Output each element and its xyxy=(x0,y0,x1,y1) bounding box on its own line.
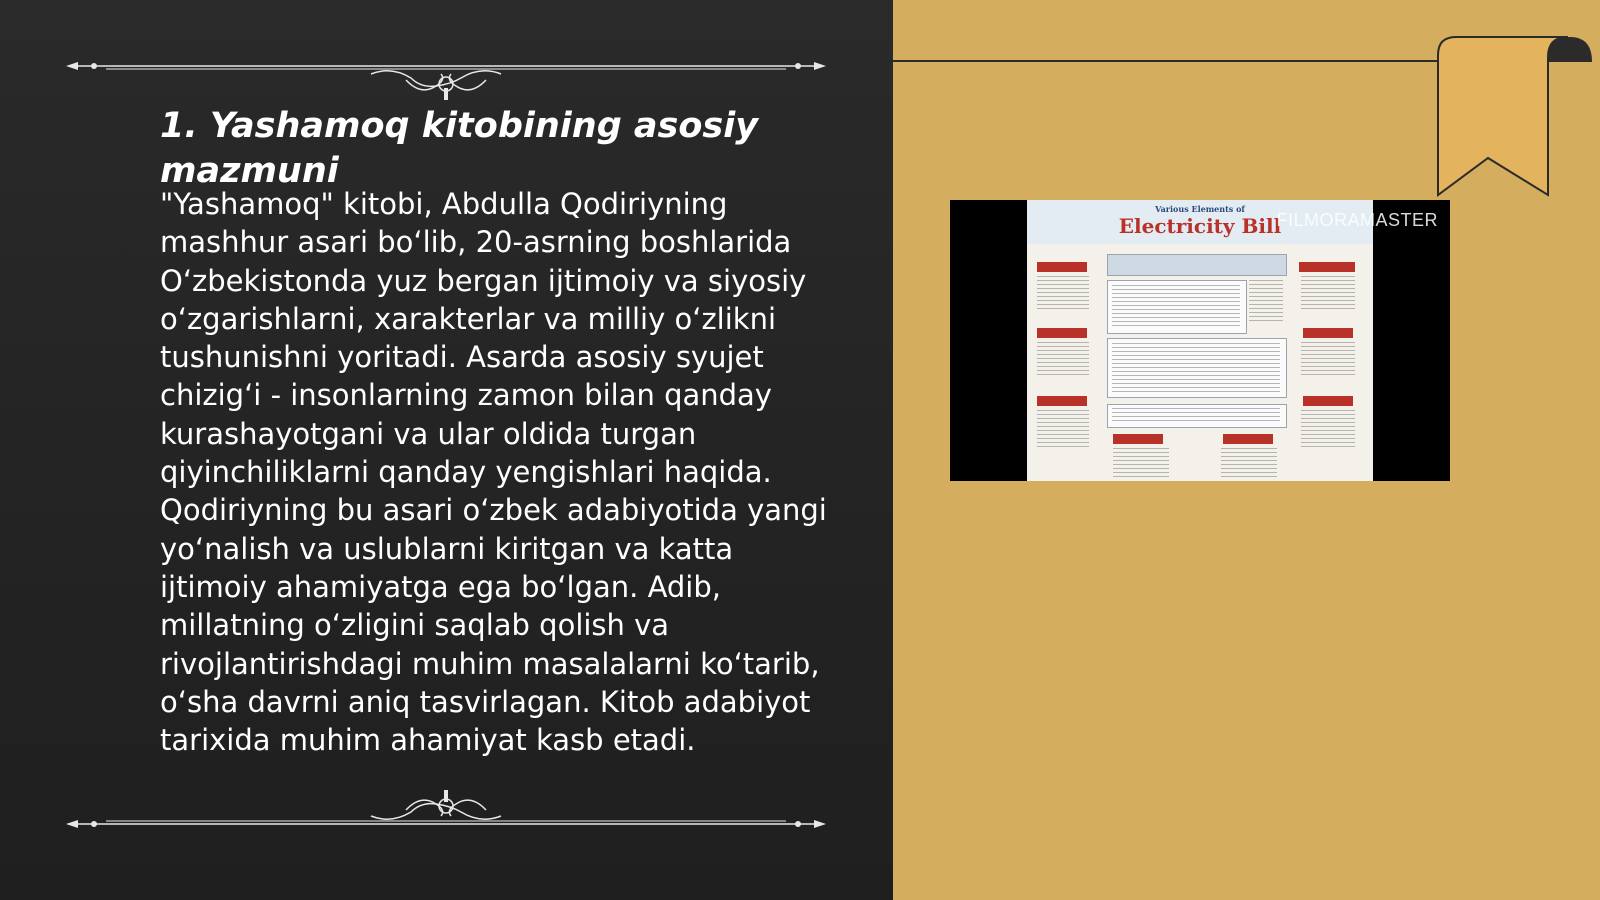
doc-form-header xyxy=(1107,254,1287,276)
document-title: Electricity Bill xyxy=(1118,214,1282,238)
doc-label xyxy=(1037,262,1087,272)
video-watermark: FILMORAMASTER xyxy=(1276,210,1438,230)
doc-label xyxy=(1223,434,1273,444)
doc-text-block xyxy=(1301,410,1355,450)
doc-text-block xyxy=(1301,342,1355,376)
doc-text-block xyxy=(1037,342,1089,376)
video-player[interactable] xyxy=(950,200,1450,481)
ornament-divider-bottom xyxy=(66,770,826,830)
doc-label xyxy=(1303,396,1353,406)
doc-label xyxy=(1303,328,1353,338)
doc-form-section xyxy=(1107,338,1287,398)
doc-text-block xyxy=(1249,280,1283,324)
doc-label xyxy=(1037,328,1087,338)
bookmark-ribbon-icon xyxy=(1430,30,1600,205)
doc-text-block xyxy=(1037,410,1089,450)
doc-label xyxy=(1113,434,1163,444)
doc-label xyxy=(1037,396,1087,406)
electricity-bill-document xyxy=(1027,200,1373,481)
doc-label xyxy=(1299,262,1355,272)
doc-text-block xyxy=(1301,276,1355,310)
slide-body: "Yashamoq" kitobi, Abdulla Qodiriyning mashhur asari bo‘lib, 20-asrning boshlarida O‘zbekistonda yuz bergan ijtimoiy va siyosiy o‘zgarishlarni, xarakterlar va milliy o‘zlikni tushunishni yoritadi. Asarda asosiy syujet chizig‘i - insonlarning zamon bilan qanday kurashayotgani va ular oldida turgan qiyinchiliklarni qanday yengishlari haqida. Qodiriyning bu asari o‘zbek adabiyotida yangi yo‘nalish va uslublarni kiritgan va katta ijtimoiy ahamiyatga ega bo‘lgan. Adib, millatning o‘zligini saqlab qolish va rivojlantirishdagi muhim masalalarni ko‘tarib, o‘sha davrni aniq tasvirlagan. Kitob adabiyot tarixida muhim ahamiyat kasb etadi. xyxy=(160,187,827,758)
doc-text-block xyxy=(1113,448,1169,478)
doc-form-section xyxy=(1107,280,1247,334)
doc-text-block xyxy=(1037,276,1089,310)
doc-form-section xyxy=(1107,404,1287,428)
ornament-divider-top xyxy=(66,40,826,100)
document-subtitle: Various Elements of xyxy=(1155,204,1245,214)
slide-title: 1. Yashamoq kitobining asosiy mazmuni xyxy=(160,106,759,191)
doc-text-block xyxy=(1221,448,1277,478)
header-rule xyxy=(893,60,1438,62)
